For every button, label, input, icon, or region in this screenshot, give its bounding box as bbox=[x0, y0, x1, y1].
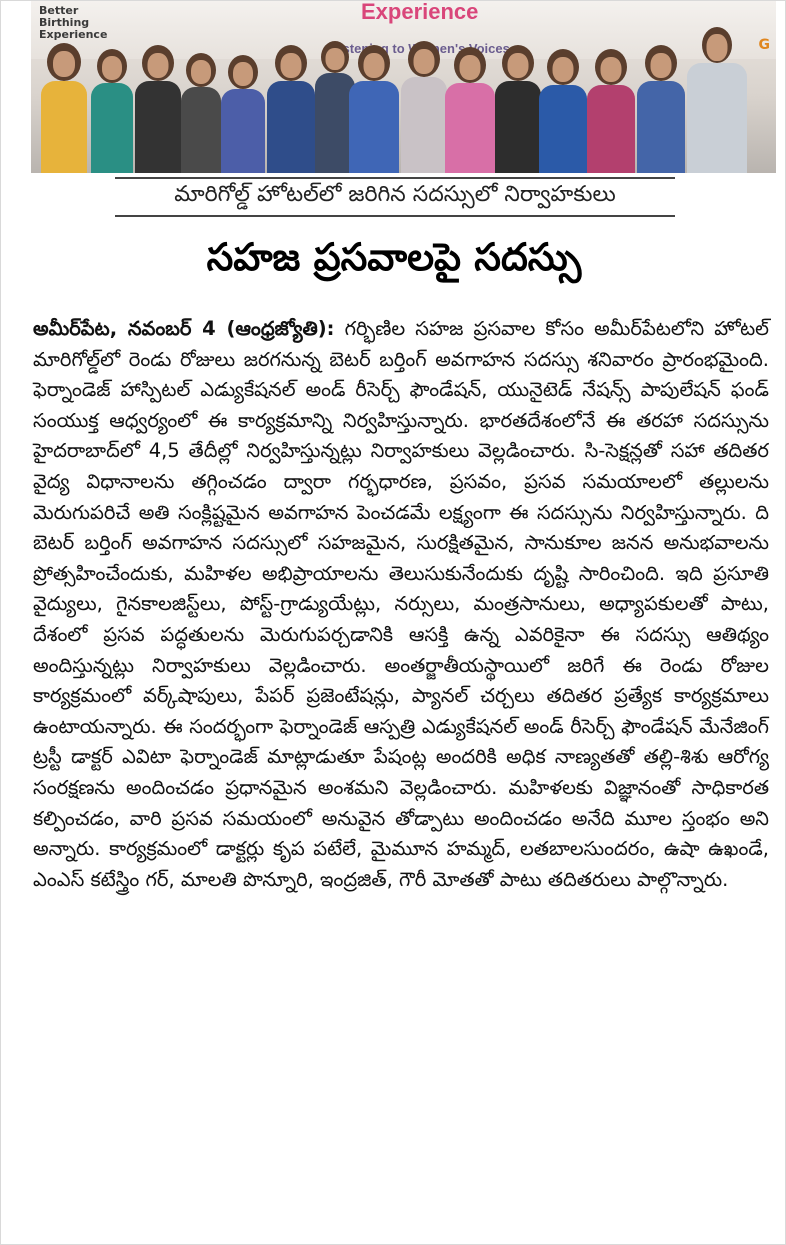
dateline: అమీర్‌పేట, నవంబర్ 4 (ఆంధ్రజ్యోతి): bbox=[33, 317, 335, 340]
person-figure bbox=[539, 49, 587, 173]
event-photo bbox=[31, 1, 776, 173]
person-figure bbox=[267, 45, 315, 173]
person-figure bbox=[349, 45, 399, 173]
person-figure bbox=[687, 27, 747, 173]
person-figure bbox=[495, 45, 541, 173]
person-figure bbox=[637, 45, 685, 173]
article-text: గర్భిణిల సహజ ప్రసవాల కోసం అమీర్‌పేటలోని హోటల్ మారిగోల్డ్‌లో రెండు రోజులు జరగనున్న బెటర్ బర్తింగ్ అవగాహన సదస్సు శనివారం ప్రారంభమైంది. ఫెర్నాండెజ్ హాస్పిటల్ ఎడ్యుకేషనల్ అండ్ రీసెర్చ్ ఫౌండేషన్, యునైటెడ్ నేషన్స్ పాపులేషన్ ఫండ్ సంయుక్త ఆధ్వర్యంలో ఈ కార్యక్రమాన్ని నిర్వహిస్తున్నారు. భారతదేశంలోనే ఈ తరహా సదస్సును హైదరాబాద్‌లో 4,5 తేదీల్లో నిర్వహిస్తున్నట్లు నిర్వాహకులు వెల్లడించారు. సి-సెక్షన్లతో సహా తదితర వైద్య విధానాలను తగ్గించడం ద్వారా గర్భధారణ, ప్రసవం, ప్రసవ సమయాలలో తల్లులను మెరుగుపరిచే అతి సంక్లిష్టమైన అవగాహన పెంచడమే లక్ష్యంగా ఈ సదస్సును నిర్వహిస్తున్నారు. ది బెటర్ బర్తింగ్ అవగాహన సదస్సులో సహజమైన, సురక్షితమైన, సానుకూల జనన అనుభవాలను ప్రోత్సహించేందుకు, మహిళల అభిప్రాయాలను తెలుసుకునేందుకు దృష్టి సారించింది. ఇది ప్రసూతి వైద్యులు, గైనకాలజిస్ట్‌లు, పోస్ట్-గ్రాడ్యుయేట్లు, నర్సులు, మంత్రసానులు, అధ్యాపకులతో పాటు, దేశంలో ప్రసవ పద్ధతులను మెరుగుపర్చడానికి ఆసక్తి ఉన్న ఎవరికైనా ఈ సదస్సు ఆతిథ్యం అందిస్తున్నట్లు నిర్వాహకులు వెల్లడించారు. అంతర్జాతీయస్థాయిలో జరిగే ఈ రెండు రోజుల కార్యక్రమంలో వర్క్‌షాపులు, పేపర్ ప్రజెంటేషన్లు, ప్యానల్ చర్చలు తదితర ప్రత్యేక కార్యక్రమాలు ఉంటాయన్నారు. ఈ సందర్భంగా ఫెర్నాండెజ్ ఆస్పత్రి ఎడ్యుకేషనల్ అండ్ రీసెర్చ్ ఫౌండేషన్ మేనేజింగ్ ట్రస్టీ డాక్టర్ ఎవిటా ఫెర్నాండెజ్ మాట్లాడుతూ పేషంట్ల అందరికి అధిక నాణ్యతతో తల్లి-శిశు ఆరోగ్య సంరక్షణను అందించడం ప్రధానమైన అంశమని వెల్లడించారు. మహిళలకు విజ్ఞానంతో సాధికారత కల్పించడం, వారి ప్రసవ సమయంలో అనువైన తోడ్పాటు అందించడం అనేది మూల స్తంభం అని అన్నారు. కార్యక్రమంలో డాక్టర్లు కృప పటేలే, మైమూన హమ్మద్, లతబాలసుందరం, ఉషా ఉఖండే, ఎంఎస్ కటేస్త్రిం గర్, మాలతి పొన్నూరి, ఇంద్రజిత్, గౌరీ మోతతో పాటు తదితరులు పాల్గొన్నారు. bbox=[33, 317, 769, 891]
banner-left-text: Better Birthing Experience bbox=[39, 4, 108, 41]
banner-right-text: G bbox=[758, 37, 770, 53]
banner-subtitle-text: Listening to Voices bbox=[331, 41, 510, 56]
article-body bbox=[33, 314, 769, 895]
headline: సహజ ప్రసవాలపై సదస్సు bbox=[206, 235, 582, 279]
banner-title-text: Experience bbox=[361, 1, 479, 24]
person-figure bbox=[41, 43, 87, 173]
person-figure bbox=[135, 45, 181, 173]
photo-caption: మారిగోల్డ్ హోటల్‌లో జరిగిన సదస్సులో నిర్వాహకులు bbox=[115, 177, 675, 217]
person-figure bbox=[91, 49, 133, 173]
person-figure bbox=[401, 41, 447, 173]
person-figure bbox=[181, 53, 221, 173]
person-figure bbox=[587, 49, 635, 173]
person-figure bbox=[445, 47, 495, 173]
person-figure bbox=[221, 55, 265, 173]
